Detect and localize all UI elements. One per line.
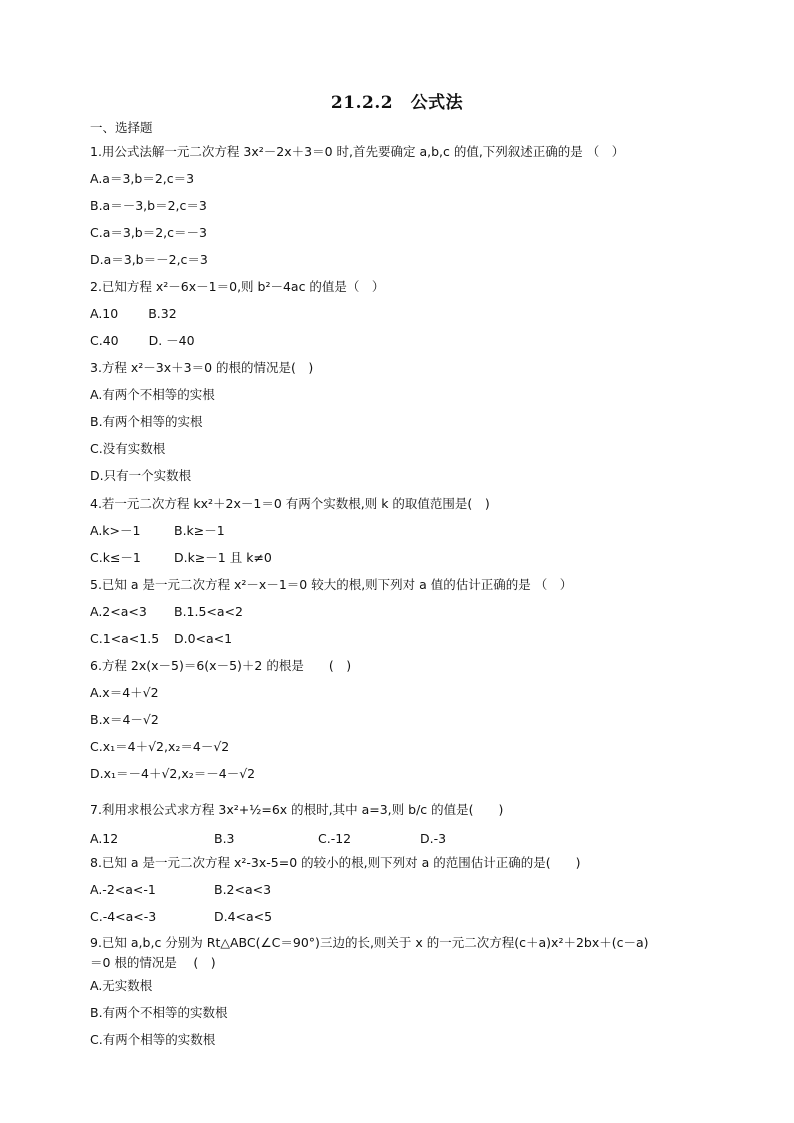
- question-5: 5.已知 a 是一元二次方程 x²－x－1＝0 较大的根,则下列对 a 值的估计正确的是 （ ）: [90, 577, 573, 592]
- q3-option-a: A.有两个不相等的实根: [90, 387, 215, 402]
- question-7: 7.利用求根公式求方程 3x²+½=6x 的根时,其中 a=3,则 b/c 的值是( ): [90, 802, 504, 817]
- q4-option-d: D.k≥－1 且 k≠0: [174, 550, 272, 565]
- q6-option-a: A.x＝4＋√2: [90, 685, 159, 700]
- question-3: 3.方程 x²－3x＋3＝0 的根的情况是( ): [90, 360, 314, 375]
- q9-option-c: C.有两个相等的实数根: [90, 1032, 216, 1047]
- q8-options-row1: [90, 880, 271, 900]
- document-title: 21.2.2 公式法: [330, 93, 464, 113]
- q2-option-b: B.32: [148, 306, 177, 321]
- q2-options-row2: [90, 331, 195, 351]
- question-9-line2: ＝0 根的情况是 ( ): [90, 955, 216, 970]
- q3-option-b: B.有两个相等的实根: [90, 414, 203, 429]
- q8-options-row2: [90, 907, 272, 927]
- q1-option-b: B.a＝－3,b＝2,c＝3: [90, 198, 207, 213]
- q9-option-a: A.无实数根: [90, 978, 153, 993]
- q5-option-b: B.1.5<a<2: [174, 604, 243, 619]
- q5-options-row2: [90, 629, 232, 649]
- q9-option-b: B.有两个不相等的实数根: [90, 1005, 228, 1020]
- q2-option-c: C.40: [90, 333, 119, 348]
- q5-option-c: C.1<a<1.5: [90, 631, 160, 646]
- q6-option-b: B.x＝4－√2: [90, 712, 159, 727]
- question-1: 1.用公式法解一元二次方程 3x²－2x＋3＝0 时,首先要确定 a,b,c 的值,下列叙述正确的是 （ ）: [90, 144, 625, 159]
- q4-option-a: A.k>－1: [90, 523, 141, 538]
- section-heading: 一、选择题: [90, 120, 153, 135]
- q2-option-a: A.10: [90, 306, 119, 321]
- question-2: 2.已知方程 x²－6x－1＝0,则 b²－4ac 的值是（ ）: [90, 279, 385, 294]
- q4-option-c: C.k≤－1: [90, 550, 141, 565]
- q3-option-d: D.只有一个实数根: [90, 468, 192, 483]
- q5-option-d: D.0<a<1: [174, 631, 233, 646]
- q1-option-a: A.a＝3,b＝2,c＝3: [90, 171, 195, 186]
- q2-options-row1: [90, 304, 177, 324]
- q4-options-row1: [90, 521, 225, 541]
- q7-option-c: C.-12: [318, 831, 352, 846]
- q6-option-c: C.x₁＝4＋√2,x₂＝4－√2: [90, 739, 230, 754]
- q7-option-d: D.-3: [420, 831, 447, 846]
- q7-option-b: B.3: [214, 831, 235, 846]
- q5-options-row1: [90, 602, 243, 622]
- q8-option-b: B.2<a<3: [214, 882, 272, 897]
- q8-option-a: A.-2<a<-1: [90, 882, 156, 897]
- question-4: 4.若一元二次方程 kx²＋2x－1＝0 有两个实数根,则 k 的取值范围是( ): [90, 496, 490, 511]
- question-6: 6.方程 2x(x－5)＝6(x－5)＋2 的根是 ( ): [90, 658, 352, 673]
- q7-option-a: A.12: [90, 831, 119, 846]
- q8-option-d: D.4<a<5: [214, 909, 273, 924]
- q5-option-a: A.2<a<3: [90, 604, 147, 619]
- question-9-line1: 9.已知 a,b,c 分别为 Rt△ABC(∠C＝90°)三边的长,则关于 x 的一元二次方程(c＋a)x²＋2bx＋(c－a): [90, 935, 649, 950]
- q1-option-c: C.a＝3,b＝2,c＝－3: [90, 225, 207, 240]
- q6-option-d: D.x₁＝－4＋√2,x₂＝－4－√2: [90, 766, 256, 781]
- q8-option-c: C.-4<a<-3: [90, 909, 157, 924]
- q1-option-d: D.a＝3,b＝－2,c＝3: [90, 252, 208, 267]
- q4-option-b: B.k≥－1: [174, 523, 225, 538]
- q3-option-c: C.没有实数根: [90, 441, 166, 456]
- q2-option-d: D. －40: [148, 333, 195, 348]
- question-8: 8.已知 a 是一元二次方程 x²-3x-5=0 的较小的根,则下列对 a 的范围估计正确的是( ): [90, 855, 581, 870]
- q7-options-row: [90, 829, 446, 849]
- q4-options-row2: [90, 548, 272, 568]
